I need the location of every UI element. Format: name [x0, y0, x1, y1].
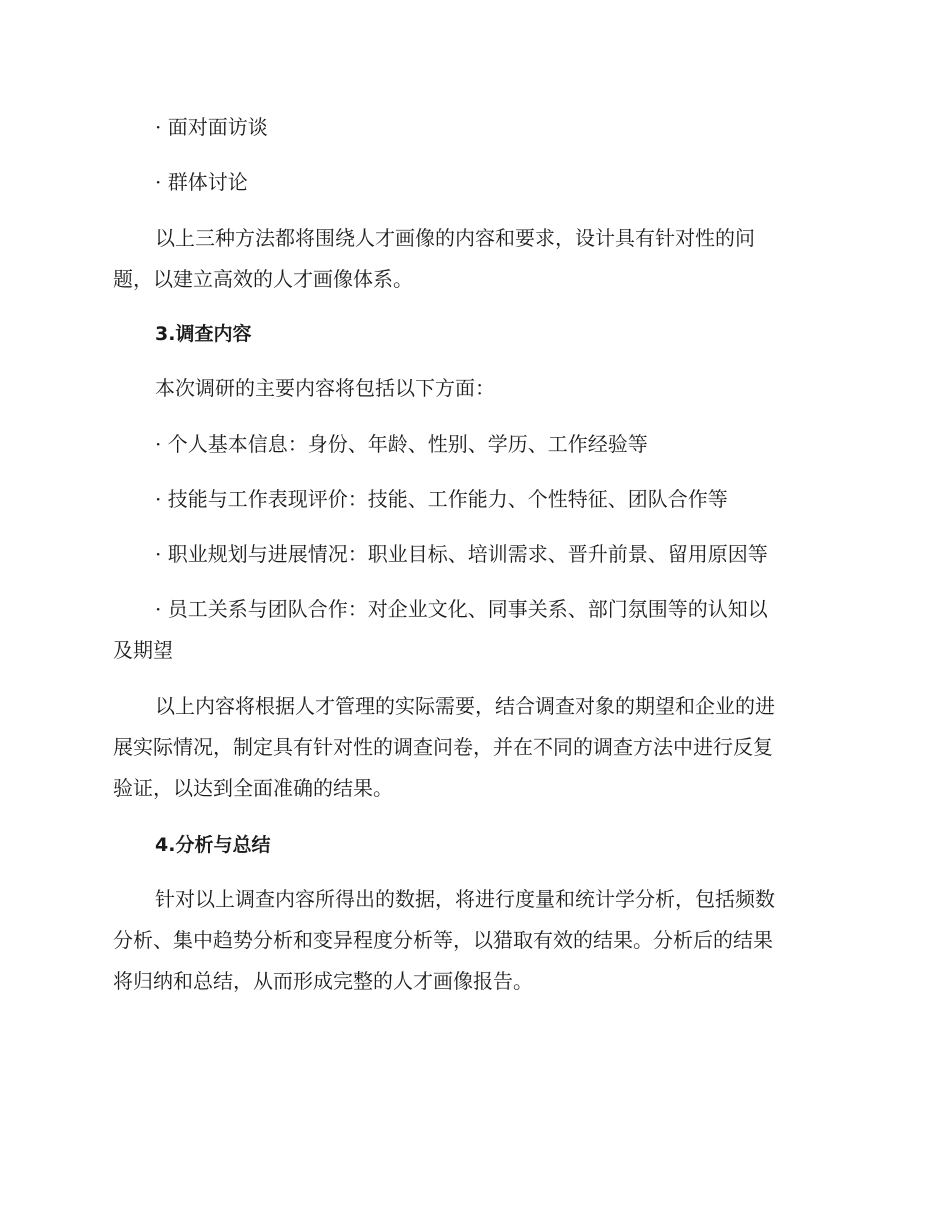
bullet-employee-relations-continuation: 及期望: [113, 638, 173, 662]
paragraph-methods-line-2: 题，以建立高效的人才画像体系。: [113, 267, 413, 291]
paragraph-methods-line-1: 以上三种方法都将围绕人才画像的内容和要求，设计具有针对性的问: [155, 226, 755, 250]
bullet-group-discussion: · 群体讨论: [155, 170, 248, 194]
section-3-intro: 本次调研的主要内容将包括以下方面：: [155, 376, 495, 400]
section-4-paragraph-line-2: 分析、集中趋势分析和变异程度分析等，以猎取有效的结果。分析后的结果: [113, 928, 773, 952]
section-3-paragraph-line-2: 展实际情况，制定具有针对性的调查问卷，并在不同的调查方法中进行反复: [113, 735, 773, 759]
section-3-heading: 3.调查内容: [155, 323, 252, 345]
section-3-paragraph-line-3: 验证，以达到全面准确的结果。: [113, 776, 393, 800]
bullet-employee-relations: · 员工关系与团队合作：对企业文化、同事关系、部门氛围等的认知以: [155, 597, 768, 621]
bullet-face-to-face-interview: · 面对面访谈: [155, 115, 268, 139]
section-4-paragraph-line-1: 针对以上调查内容所得出的数据，将进行度量和统计学分析，包括频数: [155, 887, 775, 911]
bullet-career-planning: · 职业规划与进展情况：职业目标、培训需求、晋升前景、留用原因等: [155, 542, 768, 566]
section-4-paragraph-line-3: 将归纳和总结，从而形成完整的人才画像报告。: [113, 969, 533, 993]
bullet-skills-evaluation: · 技能与工作表现评价：技能、工作能力、个性特征、团队合作等: [155, 487, 728, 511]
section-4-heading: 4.分析与总结: [155, 834, 271, 856]
section-3-paragraph-line-1: 以上内容将根据人才管理的实际需要，结合调查对象的期望和企业的进: [155, 694, 775, 718]
bullet-personal-info: · 个人基本信息：身份、年龄、性别、学历、工作经验等: [155, 432, 648, 456]
